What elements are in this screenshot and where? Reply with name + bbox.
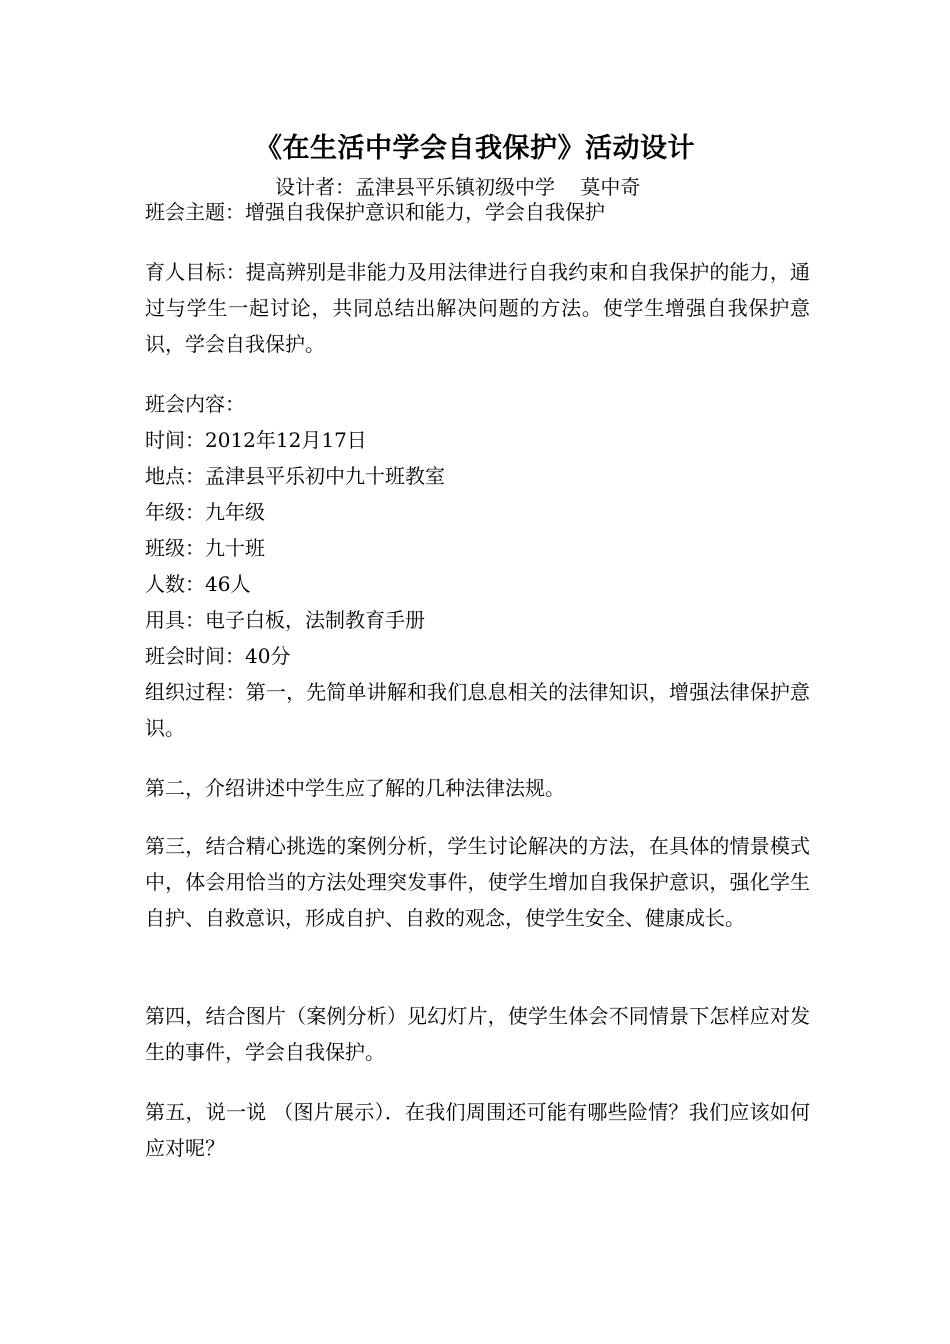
duration-line: 班会时间：40分: [145, 644, 291, 668]
class-line: 班级：九十班: [145, 536, 265, 560]
process-step-3: 第三，结合精心挑选的案例分析，学生讨论解决的方法，在具体的情景模式中，体会用恰当的方法处理突发事件，使学生增加自我保护意识，强化学生自护、自救意识，形成自护、自救的观念，使学生安全、健康成长。: [145, 834, 810, 930]
goal-paragraph: 育人目标：提高辨别是非能力及用法律进行自我约束和自我保护的能力，通过与学生一起讨论，共同总结出解决问题的方法。使学生增强自我保护意识，学会自我保护。: [145, 260, 810, 356]
process-step-4: 第四，结合图片（案例分析）见幻灯片，使学生体会不同情景下怎样应对发生的事件，学会自我保护。: [145, 1004, 810, 1064]
time-line: 时间：2012年12月17日: [145, 428, 367, 452]
content-heading: 班会内容：: [145, 392, 245, 416]
theme-line: 班会主题：增强自我保护意识和能力，学会自我保护: [145, 200, 605, 224]
document-author: 设计者：孟津县平乐镇初级中学 莫中奇: [275, 175, 641, 199]
tools-line: 用具：电子白板，法制教育手册: [145, 608, 425, 632]
process-step-1: 组织过程：第一，先简单讲解和我们息息相关的法律知识，增强法律保护意识。: [145, 680, 810, 740]
grade-line: 年级：九年级: [145, 500, 265, 524]
document-title: 《在生活中学会自我保护》活动设计: [255, 133, 695, 164]
count-line: 人数：46人: [145, 572, 251, 596]
process-step-2: 第二，介绍讲述中学生应了解的几种法律法规。: [145, 776, 565, 800]
process-step-5: 第五，说一说 （图片展示）．在我们周围还可能有哪些险情？我们应该如何应对呢？: [145, 1100, 810, 1160]
place-line: 地点：孟津县平乐初中九十班教室: [145, 464, 445, 488]
